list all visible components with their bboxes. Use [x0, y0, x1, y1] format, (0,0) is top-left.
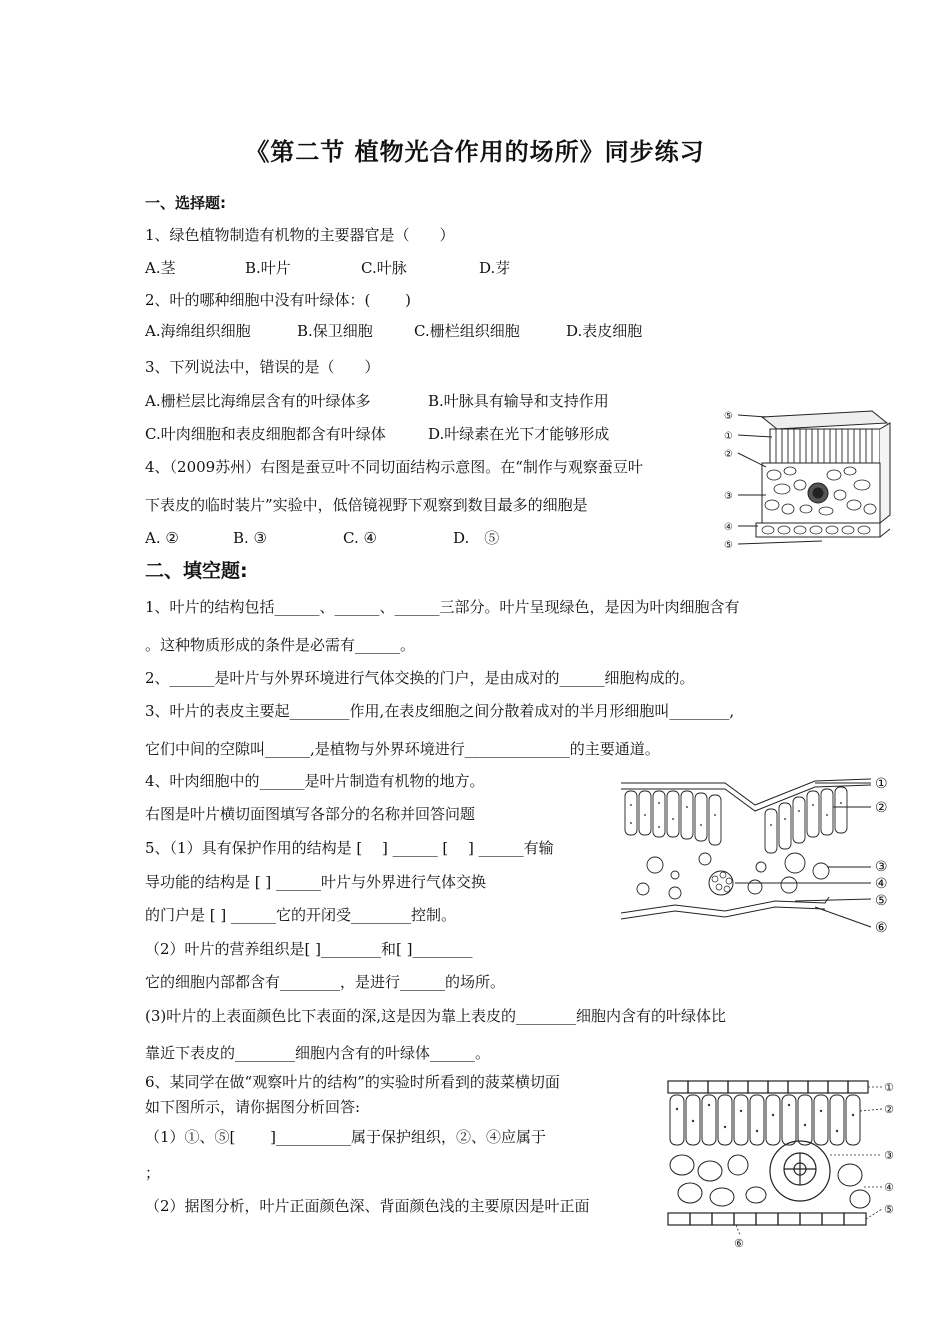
q4-option-a: A. ② [145, 529, 179, 547]
fill-line-2: 。这种物质形成的条件是必需有______。 [145, 636, 416, 654]
q3-option-c: C.叶肉细胞和表皮细胞都含有叶绿体 [145, 425, 386, 443]
fig3-label-2: ② [884, 1103, 894, 1116]
leaf-cross-section-figure [615, 775, 895, 940]
q1-option-b: B.叶片 [245, 259, 291, 277]
q2-option-c: C.栅栏组织细胞 [414, 322, 520, 340]
fig1-label-2: ① [724, 431, 733, 442]
q4-line2: 下表皮的临时装片”实验中，低倍镜视野下观察到数目最多的细胞是 [145, 496, 588, 514]
q2-option-d: D.表皮细胞 [566, 322, 643, 340]
q2-option-a: A.海绵组织细胞 [145, 322, 251, 340]
q1-stem: 1、绿色植物制造有机物的主要器官是（ ） [145, 226, 455, 244]
fill-line-17: （1）①、⑤[ ]__________属于保护组织，②、④应属于 [145, 1128, 547, 1146]
q1-option-c: C.叶脉 [361, 259, 407, 277]
leaf-3d-section-figure [722, 405, 902, 550]
fig2-label-4: ④ [875, 876, 888, 892]
fill-line-4: 3、叶片的表皮主要起________作用,在表皮细胞之间分散着成对的半月形细胞叫________, [145, 702, 735, 720]
q4-option-b: B. ③ [233, 529, 268, 547]
fill-line-7: 右图是叶片横切面图填写各部分的名称并回答问题 [145, 805, 476, 823]
fill-line-11: （2）叶片的营养组织是[ ]________和[ ]________ [145, 940, 473, 958]
fig2-label-5: ⑤ [875, 893, 888, 909]
q3-option-b: B.叶脉具有输导和支持作用 [428, 392, 609, 410]
fig3-label-5: ⑤ [884, 1203, 894, 1216]
q1-option-a: A.茎 [145, 259, 176, 277]
fig3-label-6: ⑥ [734, 1237, 744, 1250]
fig2-label-1: ① [875, 776, 888, 792]
q4-line1: 4、（2009苏州）右图是蚕豆叶不同切面结构示意图。在“制作与观察蚕豆叶 [145, 458, 643, 476]
q3-options-row2 [145, 425, 609, 443]
page-title: 《第二节 植物光合作用的场所》同步练习 [245, 138, 705, 166]
fill-line-15: 6、某同学在做“观察叶片的结构”的实验时所看到的菠菜横切面 [145, 1073, 560, 1091]
fill-line-9: 导功能的结构是 [ ] ______叶片与外界进行气体交换 [145, 873, 487, 891]
fill-line-14: 靠近下表皮的________细胞内含有的叶绿体______。 [145, 1044, 491, 1062]
spinach-cross-section-figure [660, 1075, 910, 1255]
fill-line-5: 它们中间的空隙叫______,是植物与外界环境进行______________的主要通道。 [145, 740, 660, 758]
fig3-label-1: ① [884, 1081, 894, 1094]
fill-line-10: 的门户是 [ ] ______它的开闭受________控制。 [145, 906, 457, 924]
q1-options [145, 259, 510, 277]
fig1-label-6: ⑤ [724, 540, 733, 550]
q3-stem: 3、下列说法中，错误的是（ ） [145, 358, 380, 376]
q4-options [145, 529, 499, 547]
fill-line-12: 它的细胞内部都含有________，是进行______的场所。 [145, 973, 506, 991]
fig1-label-4: ③ [724, 491, 733, 502]
q2-options [145, 322, 642, 340]
q1-option-d: D.芽 [479, 259, 511, 277]
fig2-label-2: ② [875, 800, 888, 816]
q2-stem: 2、叶的哪种细胞中没有叶绿体：( ) [145, 291, 412, 309]
fig2-label-3: ③ [875, 859, 888, 875]
section1-heading: 一、选择题: [145, 194, 226, 212]
fig1-label-3: ② [724, 449, 733, 460]
q2-option-b: B.保卫细胞 [297, 322, 373, 340]
fill-line-1: 1、叶片的结构包括______、______、______三部分。叶片呈现绿色，是因为叶肉细胞含有 [145, 598, 740, 616]
fig3-label-3: ③ [884, 1149, 894, 1162]
q3-option-d: D.叶绿素在光下才能够形成 [428, 425, 610, 443]
fig3-label-4: ④ [884, 1181, 894, 1194]
fill-line-3: 2、______是叶片与外界环境进行气体交换的门户，是由成对的______细胞构成的。 [145, 669, 695, 687]
q3-option-a: A.栅栏层比海绵层含有的叶绿体多 [145, 392, 371, 410]
q3-options-row1 [145, 392, 609, 410]
section2-heading: 二、填空题: [145, 560, 248, 582]
q4-option-d: D. ⑤ [453, 529, 500, 547]
q4-option-c: C. ④ [343, 529, 377, 547]
fig2-label-6: ⑥ [875, 920, 888, 936]
fill-line-16: 如下图所示，请你据图分析回答: [145, 1098, 361, 1116]
fig1-label-1: ⑤ [724, 411, 733, 422]
fill-line-13: (3)叶片的上表面颜色比下表面的深,这是因为靠上表皮的________细胞内含有的叶绿体比 [145, 1007, 727, 1025]
fill-line-19: （2）据图分析，叶片正面颜色深、背面颜色浅的主要原因是叶正面 [145, 1197, 590, 1215]
fill-line-6: 4、叶肉细胞中的______是叶片制造有机物的地方。 [145, 772, 485, 790]
fill-line-18: ； [145, 1164, 161, 1182]
fill-line-8: 5、（1）具有保护作用的结构是 [ ] ______ [ ] ______有输 [145, 839, 554, 857]
fig1-label-5: ④ [724, 522, 733, 533]
